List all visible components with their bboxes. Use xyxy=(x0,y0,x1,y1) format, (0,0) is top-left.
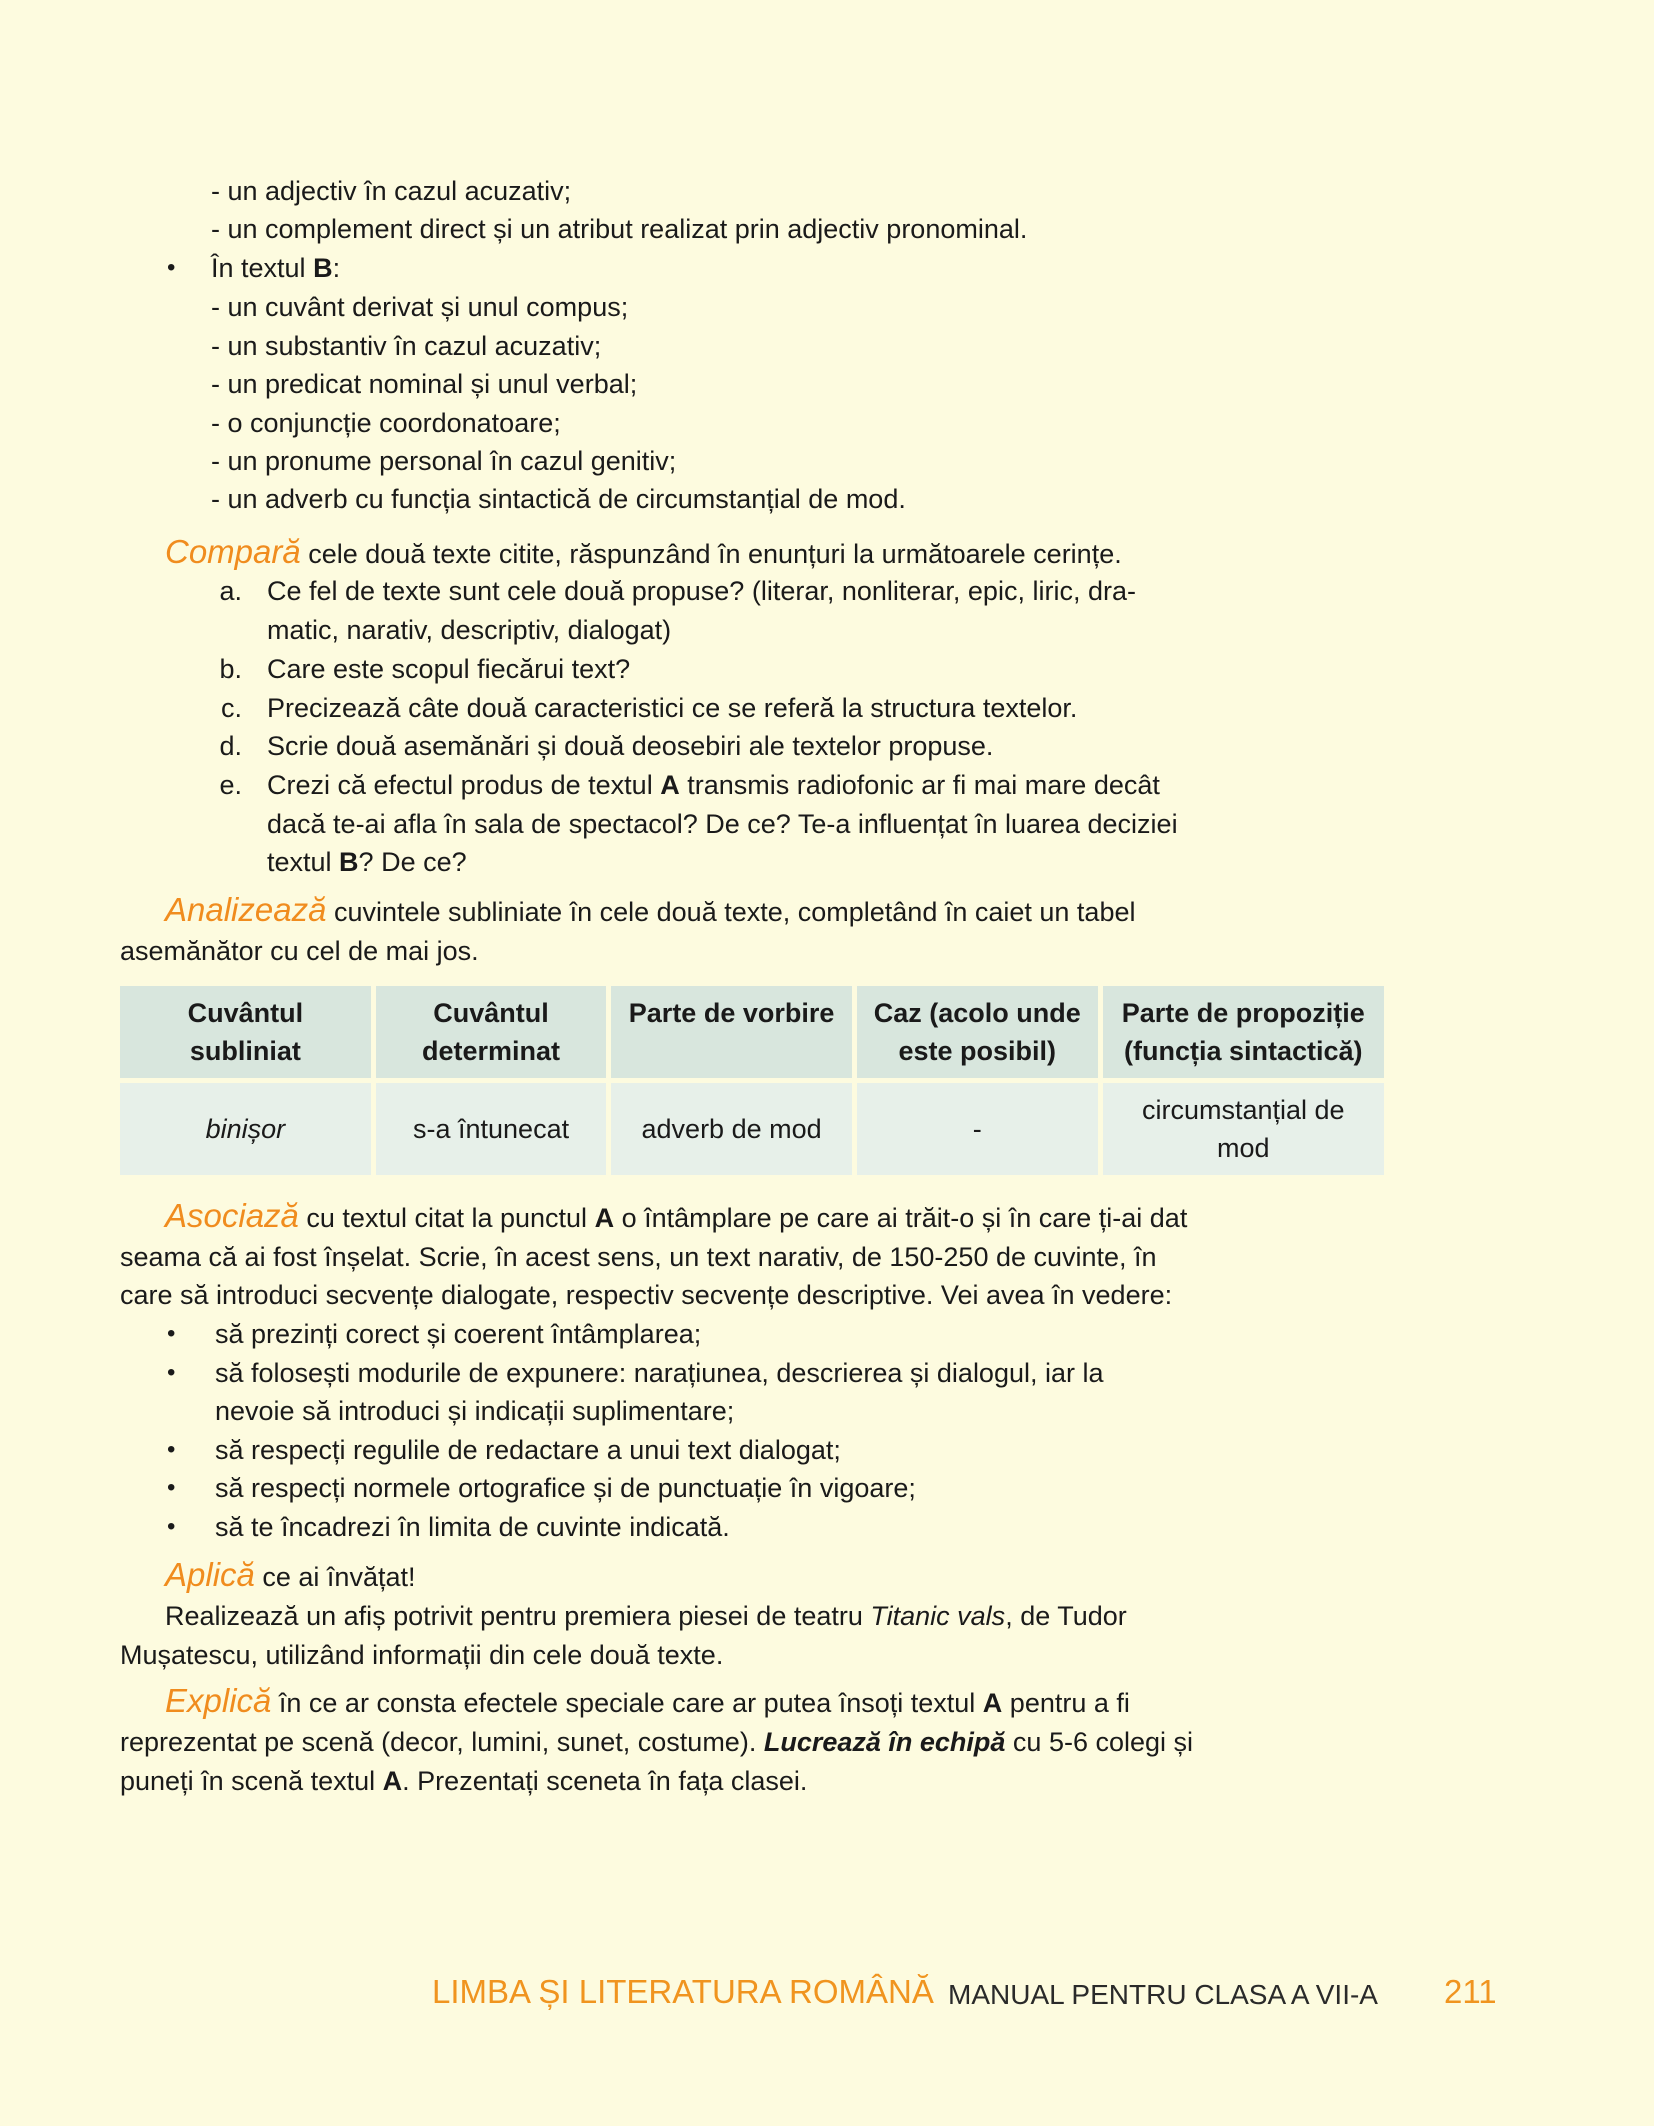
bullet-icon: • xyxy=(167,1513,176,1540)
question-line: Ce fel de texte sunt cele două propuse? (literar, nonliterar, epic, liric, dra- xyxy=(267,576,1136,606)
table-cell-word: binișor xyxy=(120,1083,371,1175)
question-line: textul B? De ce? xyxy=(267,847,467,877)
list-item: nevoie să introduci și indicații suplimentare; xyxy=(215,1396,735,1426)
table-header-row xyxy=(120,986,1384,1078)
compara-instruction: Compară cele două texte citite, răspunzând în enunțuri la următoarele cerințe. xyxy=(165,533,1122,570)
exercise-item: - un predicat nominal și unul verbal; xyxy=(211,369,638,399)
aplica-line: Realizează un afiș potrivit pentru premiera piesei de teatru Titanic vals, de Tudor xyxy=(165,1601,1127,1631)
exercise-item: - un substantiv în cazul acuzativ; xyxy=(211,331,602,361)
explica-line: reprezentat pe scenă (decor, lumini, sunet, costume). Lucrează în echipă cu 5-6 colegi și xyxy=(120,1727,1194,1757)
question-line: matic, narativ, descriptiv, dialogat) xyxy=(267,615,672,645)
text-b-heading: În textul B: xyxy=(211,253,341,283)
item-letter: b. xyxy=(219,654,242,684)
table-header-cell: Cuvântul determinat xyxy=(376,986,606,1078)
aplica-line: Mușatescu, utilizând informații din cele două texte. xyxy=(120,1640,724,1670)
bullet-icon: • xyxy=(167,1320,176,1347)
question-line: dacă te-ai afla în sala de spectacol? De ce? Te-a influențat în luarea deciziei xyxy=(267,809,1178,839)
table-header-cell: Cuvântul subliniat xyxy=(120,986,371,1078)
analizeaza-keyword: Analizează xyxy=(165,891,327,928)
table-row xyxy=(120,1083,1384,1175)
table-cell-case: - xyxy=(857,1083,1098,1175)
table-cell-part-of-speech: adverb de mod xyxy=(611,1083,852,1175)
list-item: să respecți normele ortografice și de punctuație în vigoare; xyxy=(215,1473,916,1503)
explica-line: puneți în scenă textul A. Prezentați sceneta în fața clasei. xyxy=(120,1766,808,1796)
bullet-icon: • xyxy=(167,254,176,281)
exercise-item: - un complement direct și un atribut realizat prin adjectiv pronominal. xyxy=(211,214,1028,244)
exercise-item: - un pronume personal în cazul genitiv; xyxy=(211,446,677,476)
explica-instruction: Explică în ce ar consta efectele speciale care ar putea însoți textul A pentru a fi xyxy=(165,1682,1130,1719)
table-cell-function: circumstanțial de mod xyxy=(1103,1083,1384,1175)
exercise-item: - un adverb cu funcția sintactică de circumstanțial de mod. xyxy=(211,484,906,514)
table-cell-determined: s-a întunecat xyxy=(376,1083,606,1175)
list-item: să folosești modurile de expunere: narațiunea, descrierea și dialogul, iar la xyxy=(215,1358,1104,1388)
exercise-item: - o conjuncție coordonatoare; xyxy=(211,408,561,438)
explica-keyword: Explică xyxy=(165,1682,272,1719)
list-item: să te încadrezi în limita de cuvinte indicată. xyxy=(215,1512,730,1542)
bullet-icon: • xyxy=(167,1436,176,1463)
analizeaza-line: asemănător cu cel de mai jos. xyxy=(120,936,479,966)
table-header-cell: Parte de propoziție (funcția sintactică) xyxy=(1103,986,1384,1078)
question-line: Precizează câte două caracteristici ce se referă la structura textelor. xyxy=(267,693,1078,723)
table-header-cell: Parte de vorbire xyxy=(611,986,852,1078)
analizeaza-instruction: Analizează cuvintele subliniate în cele două texte, completând în caiet un tabel xyxy=(165,891,1136,928)
table-header-cell: Caz (acolo unde este posibil) xyxy=(857,986,1098,1078)
word-analysis-table xyxy=(115,981,1389,1180)
asociaza-line: seama că ai fost înșelat. Scrie, în acest sens, un text narativ, de 150-250 de cuvinte, în xyxy=(120,1242,1157,1272)
question-line: Care este scopul fiecărui text? xyxy=(267,654,631,684)
question-line: Crezi că efectul produs de textul A transmis radiofonic ar fi mai mare decât xyxy=(267,770,1160,800)
bullet-icon: • xyxy=(167,1474,176,1501)
list-item: să prezinți corect și coerent întâmplarea; xyxy=(215,1319,702,1349)
item-letter: c. xyxy=(220,693,242,723)
compara-keyword: Compară xyxy=(165,533,301,570)
asociaza-keyword: Asociază xyxy=(165,1197,299,1234)
exercise-item: - un cuvânt derivat și unul compus; xyxy=(211,292,629,322)
footer-subject: LIMBA ȘI LITERATURA ROMÂNĂ xyxy=(432,1973,934,2010)
exercise-item: - un adjectiv în cazul acuzativ; xyxy=(211,176,572,206)
aplica-keyword: Aplică xyxy=(165,1556,255,1593)
list-item: să respecți regulile de redactare a unui text dialogat; xyxy=(215,1435,841,1465)
page-number: 211 xyxy=(1444,1973,1497,2010)
item-letter: d. xyxy=(219,731,242,761)
aplica-instruction: Aplică ce ai învățat! xyxy=(165,1556,416,1593)
asociaza-instruction: Asociază cu textul citat la punctul A o întâmplare pe care ai trăit-o și în care ți-ai dat xyxy=(165,1197,1188,1234)
asociaza-line: care să introduci secvențe dialogate, respectiv secvențe descriptive. Vei avea în vedere: xyxy=(120,1280,1173,1310)
item-letter: e. xyxy=(219,770,242,800)
footer-manual: MANUAL PENTRU CLASA A VII-A xyxy=(948,1979,1378,2010)
question-line: Scrie două asemănări și două deosebiri ale textelor propuse. xyxy=(267,731,994,761)
item-letter: a. xyxy=(219,576,242,606)
bullet-icon: • xyxy=(167,1359,176,1386)
